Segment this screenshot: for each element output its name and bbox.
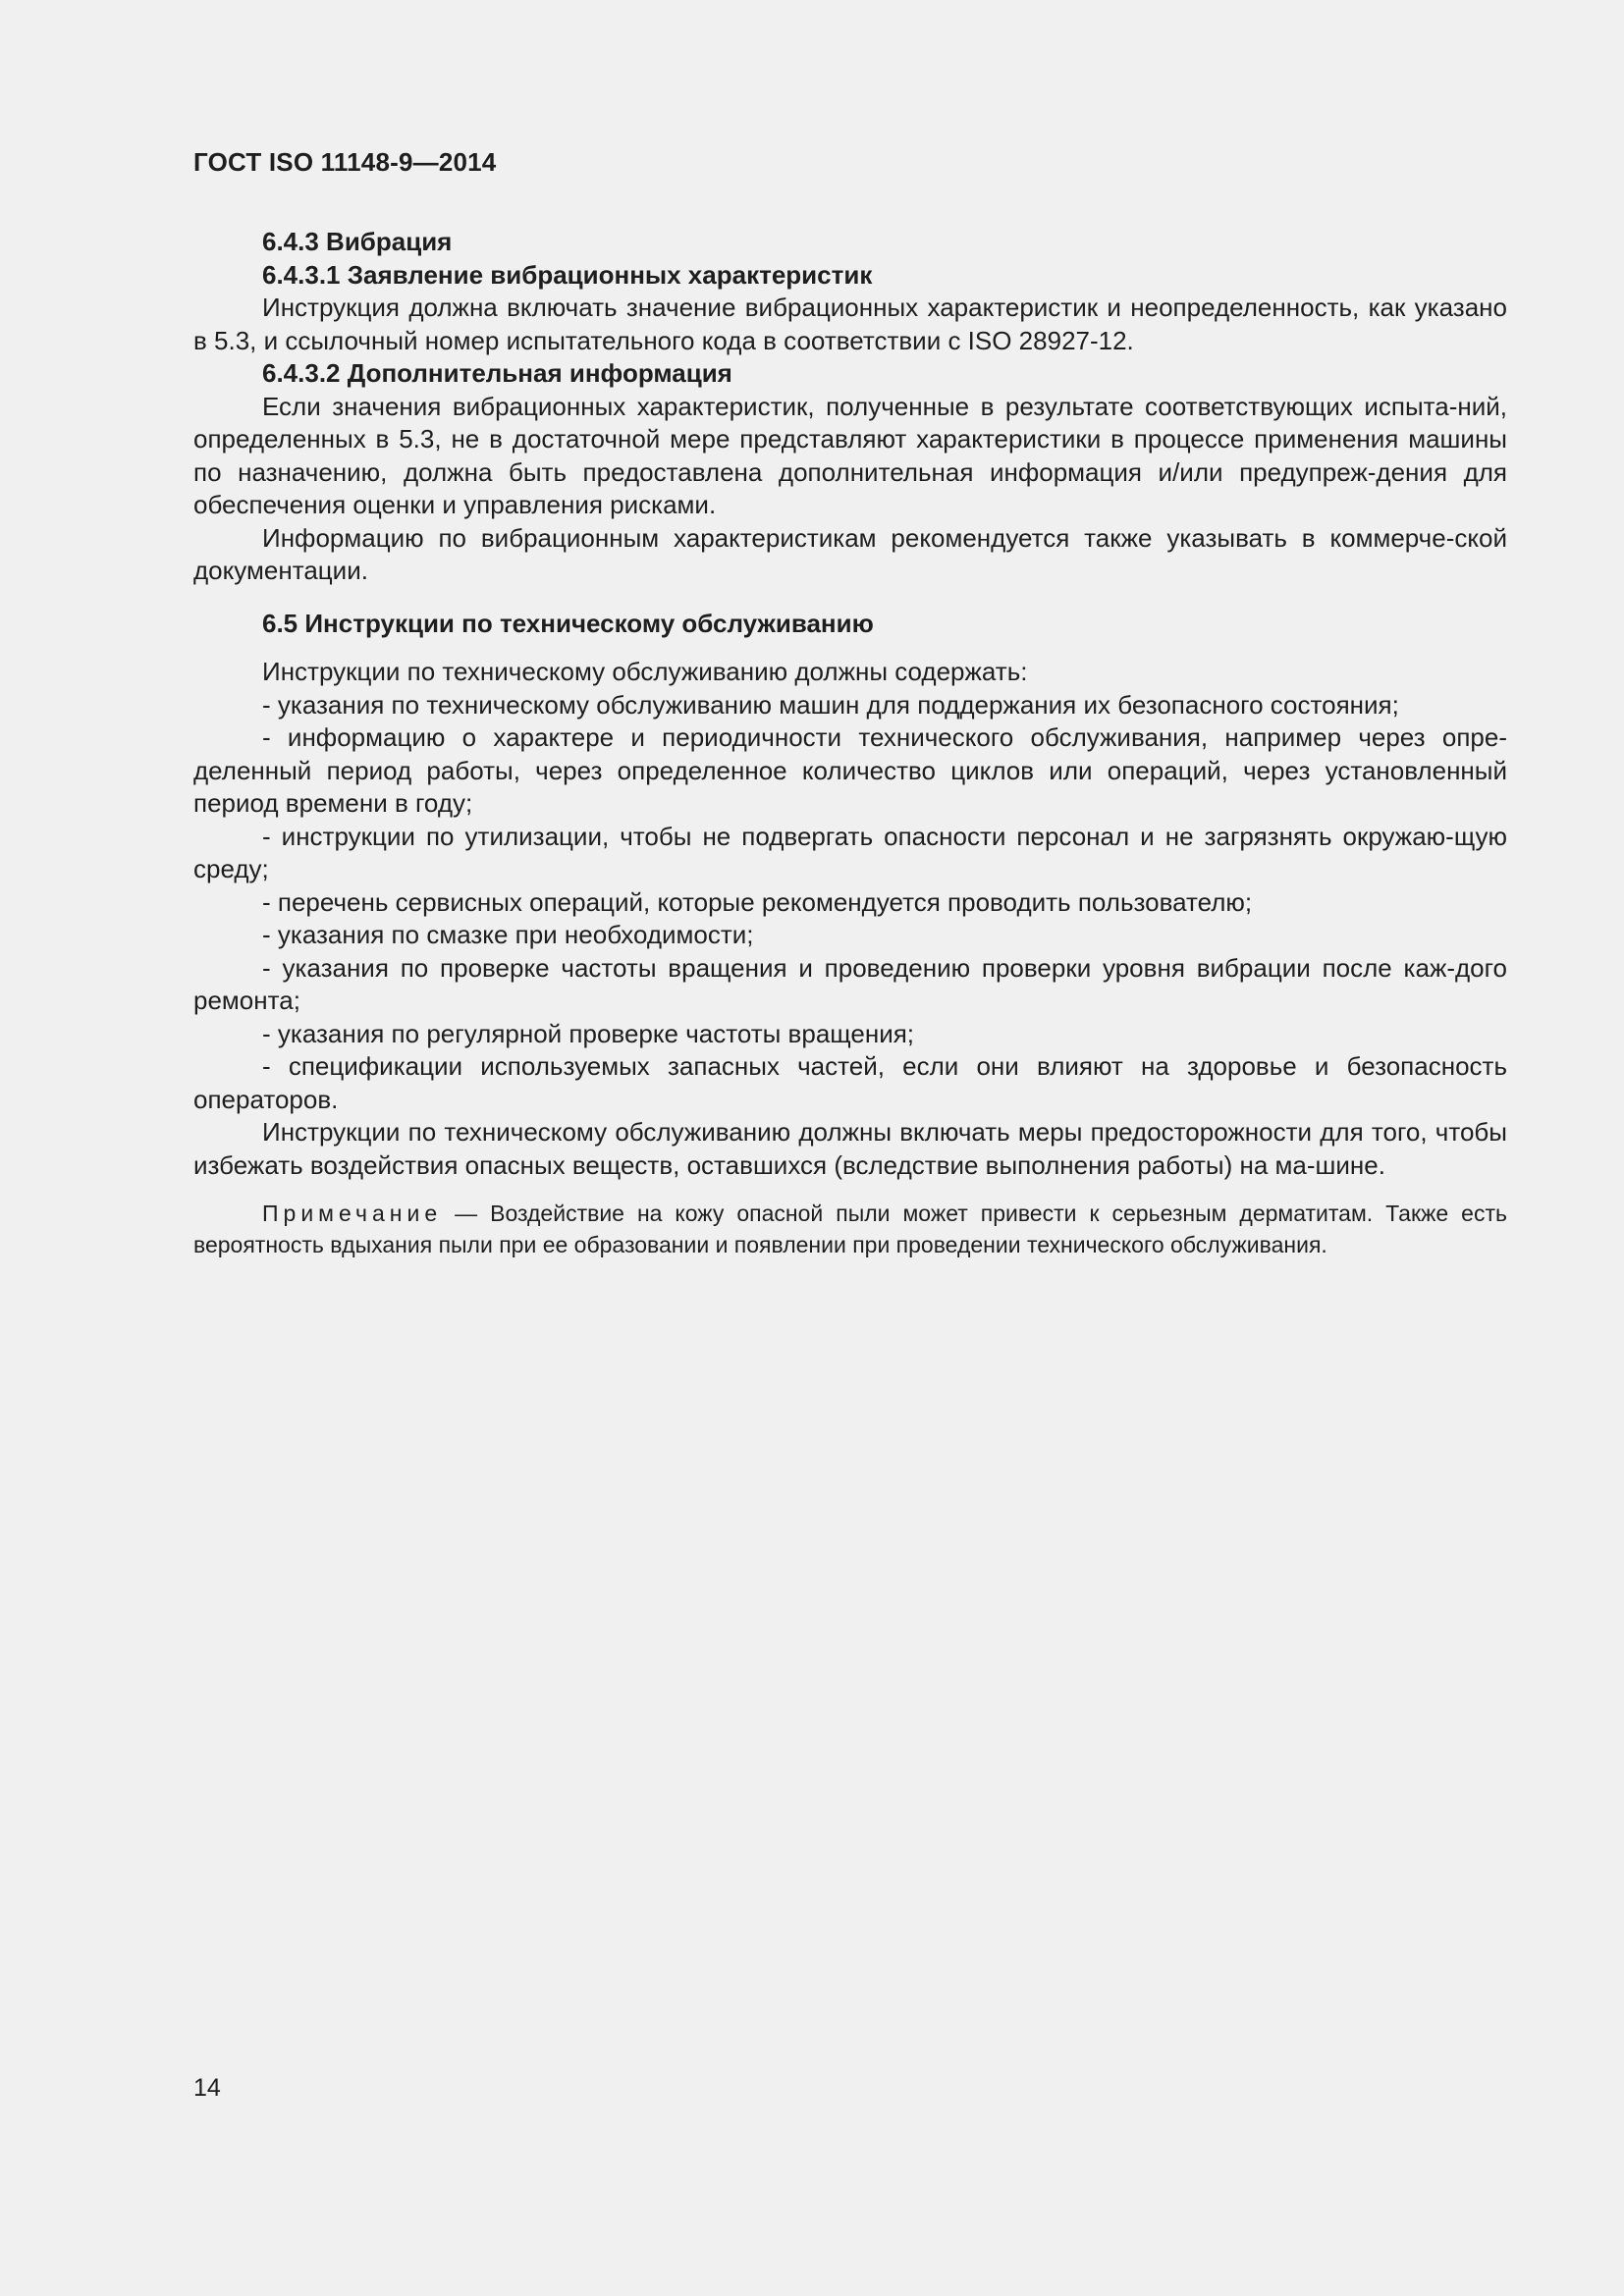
list-item: - спецификации используемых запасных частей, если они влияют на здоровье и безопасность операторов. xyxy=(193,1051,1507,1114)
section-6-4-3-2-paragraph-2: Информацию по вибрационным характеристикам рекомендуется также указывать в коммерче-ской документации. xyxy=(193,522,1507,585)
section-6-4-3-2-paragraph-1: Если значения вибрационных характеристик, полученные в результате соответствующих испыта-ний, определенных в 5.3, не в достаточной мере представляют характеристики в процессе применения машины по назначению, должна быть предоставлена дополнительная информация и/или предупреж-дения для обеспечения оценки и управления рисками. xyxy=(193,391,1507,519)
note-text: — Воздействие на кожу опасной пыли может привести к серьезным дерматитам. Также есть вероятность вдыхания пыли при ее образовании и появлении при проведении технического обслуживания. xyxy=(193,1201,1507,1257)
list-item: - указания по смазке при необходимости; xyxy=(262,920,754,949)
list-item: - перечень сервисных операций, которые рекомендуется проводить пользователю; xyxy=(262,886,1253,917)
note-label: Примечание xyxy=(262,1201,443,1226)
section-6-4-3-1-paragraph: Инструкция должна включать значение вибрационных характеристик и неопределенность, как указано в 5.3, и ссылочный номер испытательного кода в соответствии с ISO 28927-12. xyxy=(193,293,1507,355)
section-6-4-3-title: 6.4.3 Вибрация xyxy=(262,227,453,256)
list-item: - указания по проверке частоты вращения и проведению проверки уровня вибрации после каж-дого ремонта; xyxy=(193,952,1507,1015)
list-item: - указания по регулярной проверке частоты вращения; xyxy=(262,1018,915,1048)
section-6-4-3-2-title: 6.4.3.2 Дополнительная информация xyxy=(262,358,732,388)
list-item: - инструкции по утилизации, чтобы не подвергать опасности персонал и не загрязнять окружаю-щую среду; xyxy=(193,821,1507,883)
section-6-5-final-paragraph: Инструкции по техническому обслуживанию должны включать меры предосторожности для того, чтобы избежать воздействия опасных веществ, оставшихся (вследствие выполнения работы) на ма-шине. xyxy=(193,1117,1507,1180)
section-6-4-3-1-title: 6.4.3.1 Заявление вибрационных характеристик xyxy=(262,259,873,290)
document-header: ГОСТ ISO 11148-9—2014 xyxy=(193,147,497,177)
list-item: - указания по техническому обслуживанию машин для поддержания их безопасного состояния; xyxy=(262,689,1399,720)
list-item: - информацию о характере и периодичности технического обслуживания, например через опре-деленный период работы, через определенное количество циклов или операций, через установленный период времени в году; xyxy=(193,722,1507,818)
section-6-5-title: 6.5 Инструкции по техническому обслуживанию xyxy=(262,608,874,638)
section-6-5-intro: Инструкции по техническому обслуживанию должны содержать: xyxy=(262,657,1028,686)
page-content xyxy=(193,226,1507,1260)
page-number: 14 xyxy=(193,2074,221,2102)
note-paragraph xyxy=(193,1198,1507,1260)
